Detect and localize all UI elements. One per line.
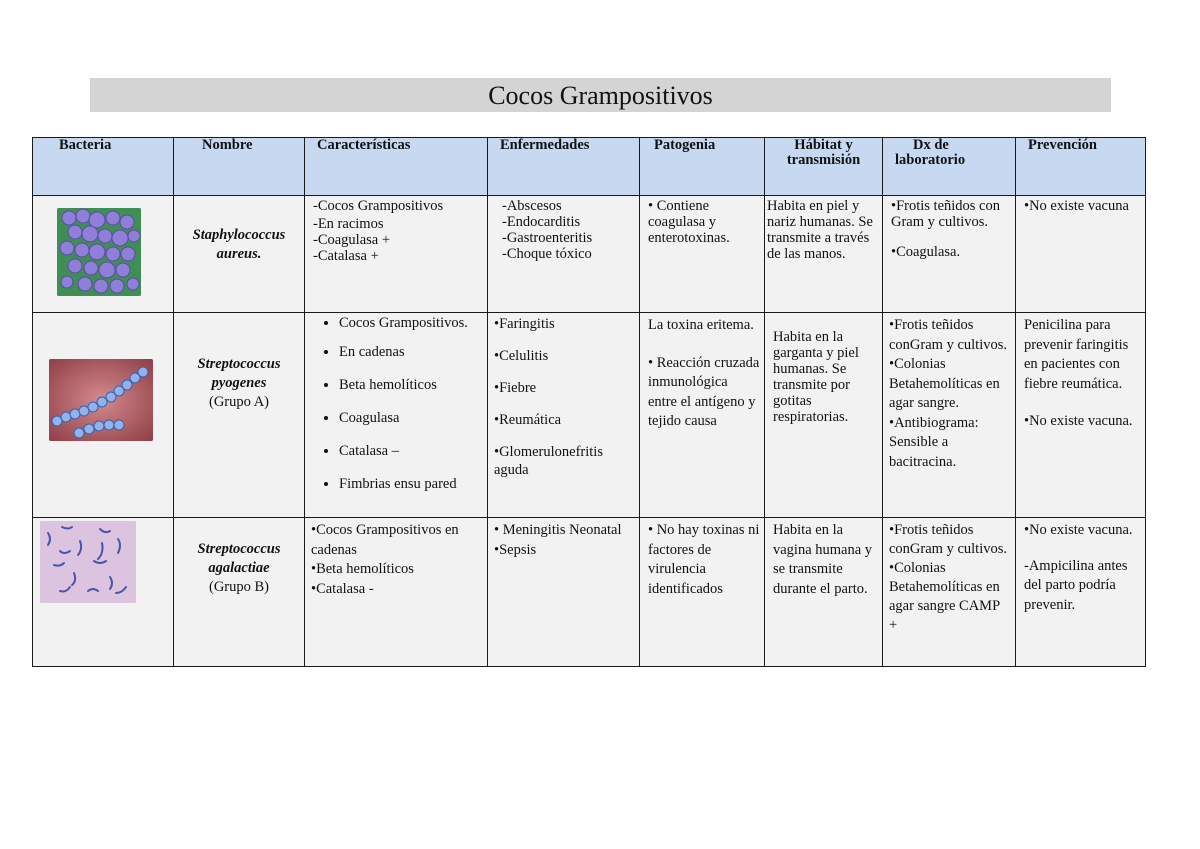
enfermedades-cell [488,196,640,313]
table-row [33,518,1146,667]
characteristic-item: • Cocos Grampositivos. [339,315,483,331]
characteristic-item: -Coagulasa + [313,232,391,248]
characteristic-item: • En cadenas [339,344,483,360]
pathogenesis-item: La toxina eritema. [648,317,754,333]
page-title: Cocos Grampositivos [90,78,1111,112]
table-row [33,196,1146,313]
patogenia-cell [640,313,765,518]
dx-cell [883,518,1016,667]
bacteria-name-cell [174,196,305,313]
table-row [33,313,1146,518]
disease-item: •Faringitis [494,316,555,332]
bacteria-group: (Grupo A) [208,394,269,410]
habitat-cell [765,313,883,518]
enfermedades-cell [488,518,640,667]
disease-item: -Endocarditis [502,214,581,230]
patogenia-cell [640,518,765,667]
header-row [33,138,1146,196]
bacteria-name: Streptococcus agalactiae [197,541,281,576]
header-caracteristicas: Características [305,138,488,196]
disease-item: •Reumática [494,412,562,428]
dx-item: •Colonias Betahemolíticas en agar sangre CAMP + [889,560,1000,633]
habitat-cell [765,518,883,667]
header-nombre: Nombre [174,138,305,196]
prevention-item: Penicilina para prevenir faringitis en pacientes con fiebre reumática. [1024,317,1129,392]
pathogenesis-item: • No hay toxinas ni factores de virulencia identificados [648,522,760,597]
pathogenesis-item: • Contiene coagulasa y enterotoxinas. [648,198,730,246]
dx-cell [883,313,1016,518]
patogenia-cell [640,196,765,313]
characteristic-item: • Coagulasa [339,410,483,426]
prevencion-cell [1016,518,1146,667]
header-dx: Dx de laboratorio [883,138,1016,196]
header-prevencion: Prevención [1016,138,1146,196]
prevention-item: •No existe vacuna. [1024,522,1133,538]
disease-item: •Sepsis [494,541,537,558]
caracteristicas-cell [305,313,488,518]
dx-item: •Frotis teñidos conGram y cultivos. [889,522,1007,557]
header-habitat: Hábitat y transmisión [765,138,883,196]
dx-item: •Frotis teñidos conGram y cultivos. [889,317,1007,353]
bacteria-table [32,137,1146,667]
dx-item: •Antibiograma: Sensible a bacitracina. [889,414,979,470]
caracteristicas-cell [305,518,488,667]
characteristic-item: -En racimos [313,216,384,232]
bacteria-name: Staphylococcus aureus. [192,227,286,262]
characteristic-item: •Cocos Grampositivos en cadenas [311,522,459,558]
characteristic-item: •Beta hemolíticos [311,561,414,577]
header-patogenia: Patogenia [640,138,765,196]
caracteristicas-cell [305,196,488,313]
disease-item: •Fiebre [494,380,537,396]
bacteria-name: Streptococcus pyogenes [197,356,281,391]
prevention-item: •No existe vacuna [1024,198,1129,214]
prevencion-cell [1016,196,1146,313]
disease-item: -Abscesos [502,198,562,214]
disease-item: •Glomerulonefritis aguda [494,444,603,478]
characteristic-item: •Catalasa - [311,580,374,597]
prevention-item: -Ampicilina antes del parto podría prevenir. [1024,557,1128,613]
habitat-item: Habita en la garganta y piel humanas. Se transmite por gotitas respiratorias. [773,329,859,425]
header-enfermedades: Enfermedades [488,138,640,196]
characteristic-item: • Fimbrias ensu pared [339,476,483,492]
habitat-cell [765,196,883,313]
characteristic-item: -Cocos Grampositivos [313,198,444,214]
prevention-item: •No existe vacuna. [1024,413,1133,429]
habitat-item: Habita en la vagina humana y se transmite durante el parto. [773,522,873,597]
enfermedades-cell [488,313,640,518]
dx-item: •Coagulasa. [891,244,961,260]
dx-item: •Colonias Betahemolíticas en agar sangre. [889,356,1000,411]
disease-item: -Gastroenteritis [502,230,593,246]
characteristic-item: • Beta hemolíticos [339,377,483,393]
habitat-item: Habita en piel y nariz humanas. Se transmite a través de las manos. [767,198,873,262]
dx-item: •Frotis teñidos con Gram y cultivos. [891,198,1000,230]
bacteria-group: (Grupo B) [208,579,269,595]
disease-item: -Choque tóxico [502,246,592,262]
dx-cell [883,196,1016,313]
header-bacteria: Bacteria [33,138,174,196]
gram-stain-micrograph-icon [40,521,136,603]
bacteria-image-cell [33,196,174,313]
bacteria-name-cell [174,313,305,518]
staphylococcus-micrograph-icon [57,208,141,296]
characteristic-item: -Catalasa + [313,248,379,264]
bacteria-name-cell [174,518,305,667]
disease-item: • Meningitis Neonatal [494,522,622,538]
prevencion-cell [1016,313,1146,518]
bacteria-image-cell [33,518,174,667]
disease-item: •Celulitis [494,348,549,364]
pathogenesis-item: • Reacción cruzada inmunológica entre el antígeno y tejido causa [648,354,760,429]
bacteria-image-cell [33,313,174,518]
streptococcus-chain-micrograph-icon [49,359,153,441]
characteristic-item: • Catalasa – [339,443,483,459]
